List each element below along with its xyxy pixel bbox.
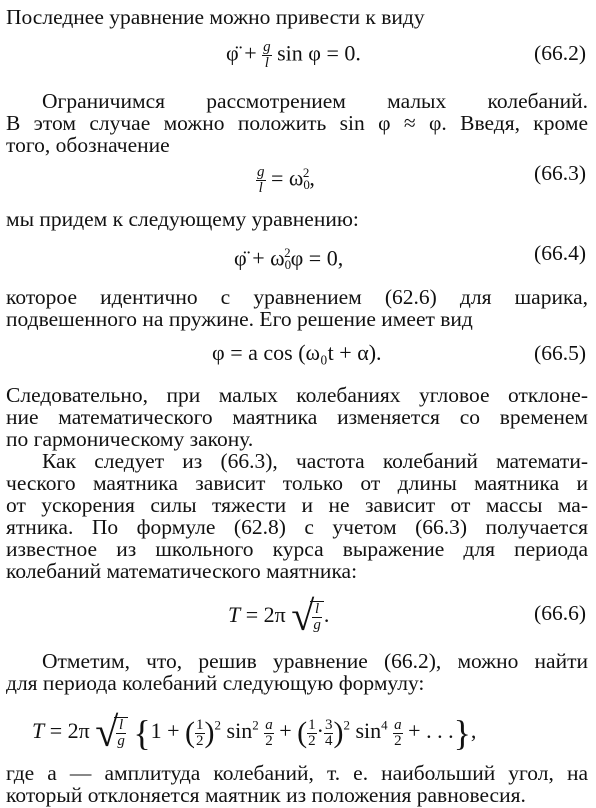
text-line: Ограничимся рассмотрением малых колебаний. <box>42 89 588 113</box>
equation-number: (66.4) <box>534 241 586 265</box>
text-line: известное из школьного курса выражение для периода <box>6 537 588 561</box>
text-line: по гармоническому закону. <box>6 427 254 451</box>
text-line: В этом случае можно положить sin φ ≈ φ. Введя, кроме <box>6 111 588 135</box>
equation-period-series: T = 2π √ $\frac{l}{g}$ {1 + ( $\frac{1}{2}$ )$^2$ $\sin^2$ $\frac{a}{2}$ + ( $\frac{1}{2}$ · $\frac{3}{4}$ )$^2$ $\sin^4$ $\frac{a}{2}$ + . . .}, <box>32 710 477 756</box>
text-line: колебаний математического маятника: <box>6 559 358 583</box>
equation-66-5: φ = a cos (ω₀t + α). <box>212 340 382 365</box>
text-line: где a — амплитуда колебаний, т. е. наибольший угол, на <box>6 761 588 785</box>
text-line: который отклоняется маятник из положения равновесия. <box>6 783 526 807</box>
text-line: которое идентично с уравнением (62.6) для шарика, <box>6 285 588 309</box>
equation-66-2: φ̈ + $\frac{g}{l}$ sin φ = 0. <box>226 39 361 71</box>
equation-66-6: T = 2π √ $\frac{l}{g}$ . <box>228 594 330 640</box>
text-line: ческого маятника зависит только от длины маятника и <box>6 471 588 495</box>
text-line: Последнее уравнение можно привести к виду <box>6 5 425 29</box>
text-line: от ускорения силы тяжести и не зависит от массы ма- <box>6 493 588 517</box>
equation-number: (66.2) <box>534 41 586 65</box>
text-line: Следовательно, при малых колебаниях угловое отклоне- <box>6 383 588 407</box>
equation-number: (66.5) <box>534 341 586 365</box>
text-line: подвешенного на пружине. Его решение имеет вид <box>6 307 473 331</box>
text-line: ятника. По формуле (62.8) с учетом (66.3) получается <box>6 515 588 539</box>
text-line: Отметим, что, решив уравнение (66.2), можно найти <box>42 649 588 673</box>
text-line: для периода колебаний следующую формулу: <box>6 671 425 695</box>
equation-66-4: φ̈ + $\omega_0^2\varphi = 0$, <box>234 245 344 273</box>
equation-66-3: $\frac{g}{l}$ = $\omega_0^2$, <box>257 163 315 196</box>
equation-number: (66.6) <box>534 601 586 625</box>
text-line: мы придем к следующему уравнению: <box>6 207 359 231</box>
text-line: ние математического маятника изменяется со временем <box>6 405 588 429</box>
text-line: того, обозначение <box>6 133 170 157</box>
text-line: Как следует из (66.3), частота колебаний математи- <box>42 449 588 473</box>
equation-number: (66.3) <box>534 161 586 185</box>
